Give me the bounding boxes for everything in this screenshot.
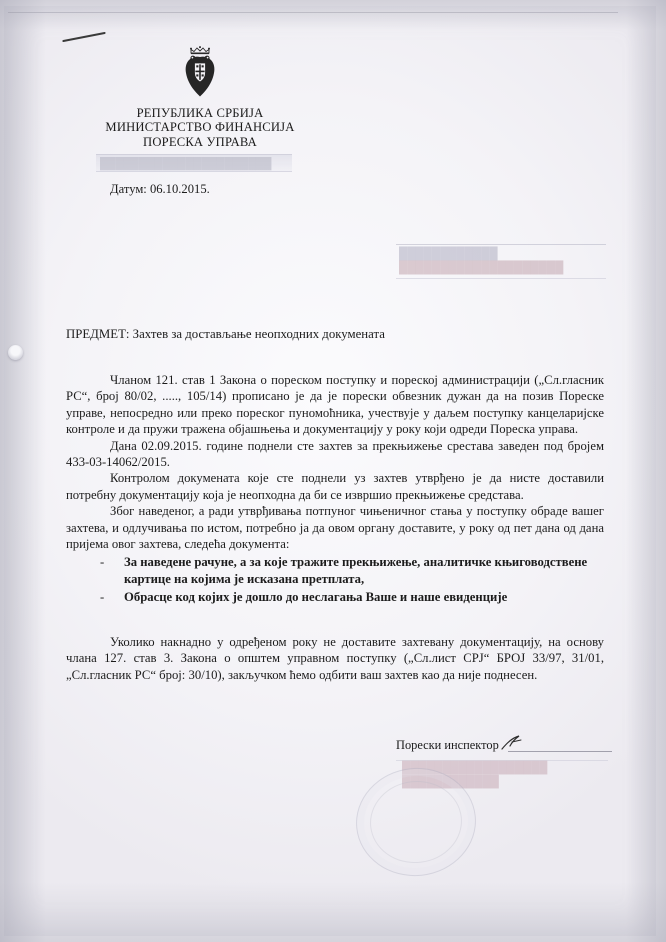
signer-name-redacted: ██████████████████ <box>402 762 548 774</box>
list-item-text: За наведене рачуне, а за које тражите прекњижење, аналитичке књиговодствене картице на којима је исказана претплата, <box>124 555 588 587</box>
body-paragraph-3: Контролом докумената које сте поднели уз захтев утврђено је да нисте доставили потребну документацију која је неопходна да би се извршио прекњижење средстава. <box>66 471 604 502</box>
subject-line: ПРЕДМЕТ: Захтев за достављање неопходних докумената <box>66 327 385 341</box>
list-item-text: Обрасце код којих је дошло до неслагања Ваше и наше евиденције <box>124 589 508 604</box>
org-name-tax-administration: ПОРЕСКА УПРАВА <box>143 134 257 149</box>
letter-body <box>66 372 604 606</box>
org-name-republic: РЕПУБЛИКА СРБИЈА <box>136 106 264 120</box>
signature-title: Порески инспектор <box>396 738 499 752</box>
recipient-line-1: ████████████ <box>399 247 498 260</box>
serbian-coat-of-arms-icon <box>177 44 223 100</box>
list-item <box>100 589 604 606</box>
requested-documents-list <box>66 554 604 605</box>
letterhead <box>70 44 330 149</box>
signer-contact-redacted: ████████████ <box>402 776 499 788</box>
list-item <box>100 554 604 587</box>
recipient-line-2: ████████████████████ <box>399 261 564 274</box>
closing-paragraph-wrapper <box>66 634 604 683</box>
recipient-address-block <box>396 244 606 279</box>
redacted-office-line: ██████████████████████ <box>96 154 292 172</box>
signature-block <box>396 736 611 788</box>
body-paragraph-5: Уколико накнадно у одређеном року не доставите захтевану документацију, на основу члана 127. став 3. Закона о општем управном поступку („Сл.лист СРЈ“ БРОЈ 33/97, 31/01, „Сл.гласник РС“ број: 30/10), закључком ћемо одбити ваш захтев као да није поднесен. <box>66 635 604 682</box>
handwritten-signature <box>500 734 526 752</box>
body-paragraph-4: Због наведеног, а ради утврђивања потпуног чињеничног стања у поступку обраде вашег захтева, и одлучивања по истом, потребно ја да овом органу доставите, у року од пет дана од дана пријема овог захтева, следећа документа: <box>66 504 604 552</box>
body-paragraph-1: Чланом 121. став 1 Закона о пореском поступку и пореској администрацији („Сл.гласник РС“, број 80/02, ....., 105/14) прописано је да је порески обвезник дужан да на позив Пореске управе, непосредно или преко пореског пуномоћника, учествује у даљем поступку канцеларијске контроле и да пружи тражена објашњења и документацију у року који одреди Пореска управа. <box>66 373 604 437</box>
list-marker: - <box>100 555 105 570</box>
document-date: Датум: 06.10.2015. <box>110 182 210 196</box>
list-marker: - <box>100 589 105 604</box>
org-name-ministry: МИНИСТАРСТВО ФИНАНСИЈА <box>105 120 295 135</box>
body-paragraph-2: Дана 02.09.2015. године поднели сте захтев за прекњижење срестава заведен под бројем 433-03-14062/2015. <box>66 438 604 470</box>
